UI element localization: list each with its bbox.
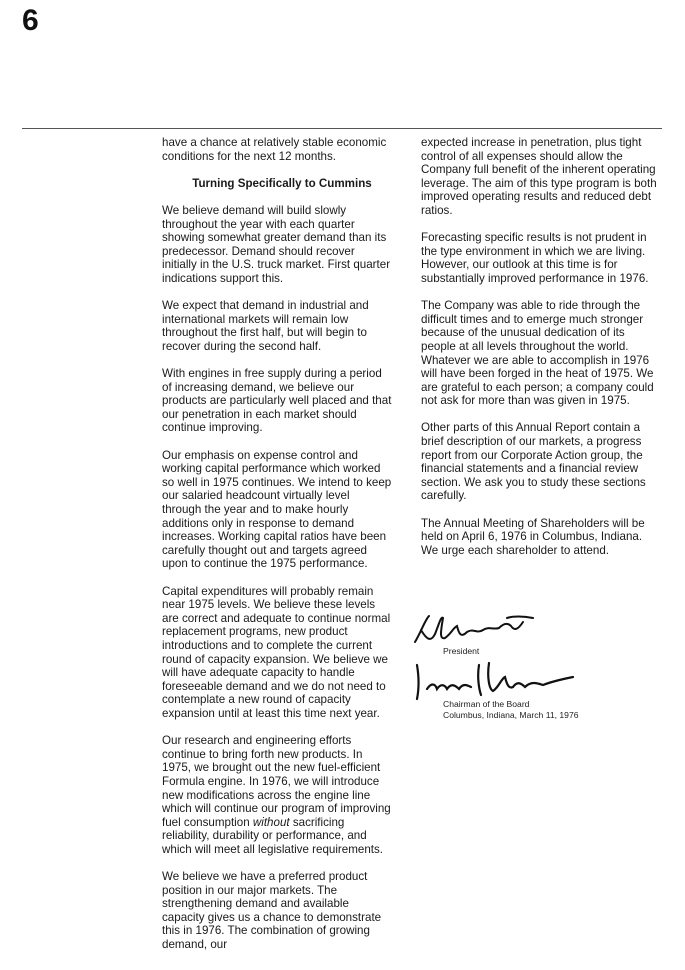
- right-column: [421, 136, 657, 571]
- text-run: Our research and engineering efforts continue to bring forth new products. In 1975, we brought out the new fuel-efficient Formula engine. In 1976, we will introduce new modifications across the engine line which will continue our program of improving fuel consumption: [162, 734, 391, 829]
- text-run: sacrificing reliability, durability or performance, and which will meet all legislative requirements.: [162, 815, 384, 856]
- header-rule: [22, 128, 662, 129]
- paragraph: have a chance at relatively stable economic conditions for the next 12 months.: [162, 136, 387, 163]
- signature-block: [407, 612, 627, 721]
- chairman-signature: [407, 659, 577, 703]
- paragraph: The Company was able to ride through the difficult times and to emerge much stronger because of the unusual dedication of its people at all levels throughout the world. Whatever we are able to accomplish in 1976 will have been forged in the heat of 1975. We are grateful to each person; a company could not ask for more than was given in 1975.: [421, 299, 654, 408]
- place-date: Columbus, Indiana, March 11, 1976: [443, 710, 579, 720]
- page-number: 6: [22, 4, 39, 37]
- left-column: [162, 136, 392, 952]
- chairman-title: Chairman of the Board: [443, 699, 530, 709]
- section-heading: Turning Specifically to Cummins: [192, 176, 372, 190]
- paragraph: With engines in free supply during a period of increasing demand, we believe our products are particularly well placed and that our penetration in each market should continue improving.: [162, 367, 392, 435]
- paragraph: [162, 734, 392, 856]
- paragraph: We believe demand will build slowly throughout the year with each quarter showing somewhat greater demand than its predecessor. Demand should recover initially in the U.S. truck market. First quarter indications support this.: [162, 203, 391, 285]
- paragraph: We believe we have a preferred product position in our major markets. The strengthening demand and available capacity gives us a chance to demonstrate this in 1976. The combination of growing demand, our: [162, 870, 382, 952]
- president-title: President: [443, 646, 480, 656]
- paragraph: expected increase in penetration, plus tight control of all expenses should allow the Company full benefit of the inherent operating leverage. The aim of this type program is both improved operating results and reduced debt ratios.: [421, 136, 657, 217]
- paragraph: We expect that demand in industrial and international markets will remain low throughout the first half, but will begin to recover during the second half.: [162, 299, 369, 353]
- paragraph: Capital expenditures will probably remain near 1975 levels. We believe these levels are correct and adequate to continue normal replacement programs, new product introductions and to complete the current round of capacity expansion. We believe we will have adequate capacity to handle foreseeable demand and we do not need to contemplate a new round of capacity expansion until at least this time next year.: [162, 584, 391, 720]
- paragraph: Forecasting specific results is not prudent in the type environment in which we are living. However, our outlook at this time is for substantially improved performance in 1976.: [421, 231, 649, 285]
- emphasis-text: without: [252, 815, 290, 829]
- paragraph: The Annual Meeting of Shareholders will be held on April 6, 1976 in Columbus, Indiana. We urge each shareholder to attend.: [421, 516, 645, 557]
- paragraph: Other parts of this Annual Report contain a brief description of our markets, a progress report from our Corporate Action group, the financial statements and a financial review section. We ask you to study these sections carefully.: [421, 421, 646, 503]
- paragraph: Our emphasis on expense control and working capital performance which worked so well in 1975 continues. We intend to keep our salaried headcount virtually level through the year and to make hourly additions only in response to demand increases. Working capital ratios have been carefully thought out and targets agreed upon to continue the 1975 performance.: [162, 448, 392, 571]
